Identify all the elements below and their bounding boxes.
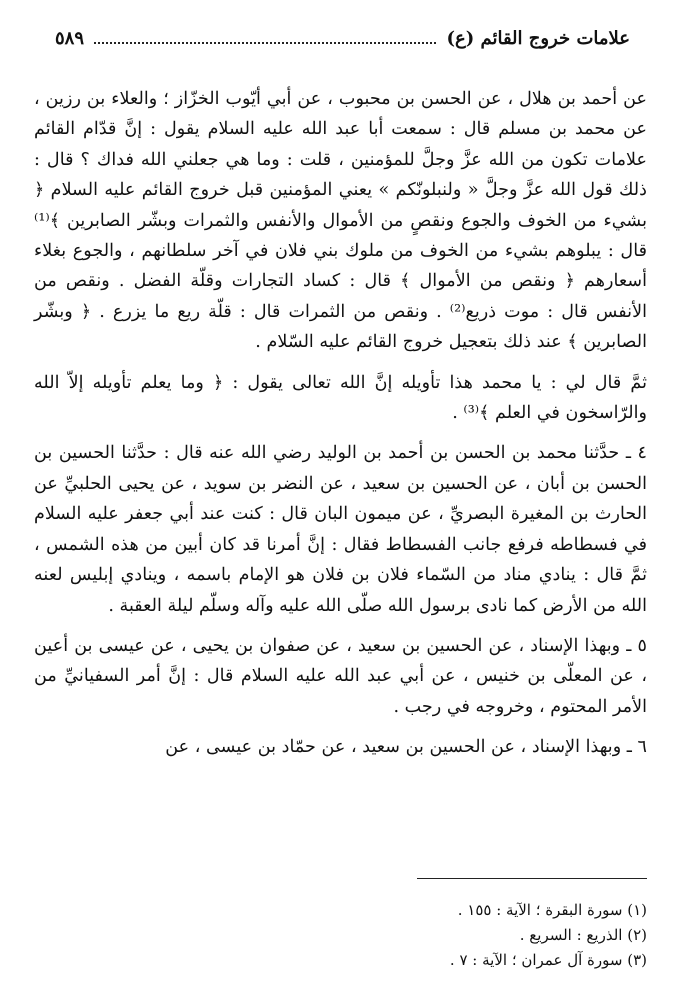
paragraph-4: ٥ ـ وبهذا الإسناد ، عن الحسين بن سعيد ، عن صفوان بن يحيى ، عن عيسى بن أعين ، عن المعلّى بن خنيس ، عن أبي عبد الله عليه السلام قال : إنَّ أمر السفيانيِّ من الأمر المحتوم ، وخروجه في رجب . bbox=[34, 635, 647, 717]
chapter-title: علامات خروج القائم (ع) bbox=[446, 28, 630, 49]
main-text bbox=[34, 84, 647, 763]
running-header bbox=[55, 28, 630, 54]
footnote-separator bbox=[417, 878, 647, 879]
footnotes bbox=[300, 898, 647, 973]
paragraph-2: ثمَّ قال لي : يا محمد هذا تأويله إنَّ الله تعالى يقول : ﴿ وما يعلم تأويله إلاّ الله والرّاسخون في العلم ﴾⁽³⁾ . bbox=[34, 372, 647, 424]
page-number: ٥٨٩ bbox=[55, 28, 85, 49]
paragraph-5: ٦ ـ وبهذا الإسناد ، عن الحسين بن سعيد ، عن حمّاد بن عيسى ، عن bbox=[165, 737, 647, 758]
dotted-leader bbox=[94, 28, 436, 44]
paragraph-3: ٤ ـ حدَّثنا محمد بن الحسن بن أحمد بن الوليد رضي الله عنه قال : حدَّثنا الحسين بن الحسن بن أبان ، عن الحسين بن سعيد ، عن النضر بن سويد ، عن يحيى الحلبيِّ عن الحارث بن المغيرة البصريِّ ، عن ميمون البان قال : كنت عند أبي جعفر عليه السلام في فسطاطه فرفع جانب الفسطاط فقال : إنَّ أمرنا قد كان أبين من هذه الشمس ، ثمَّ قال : ينادي مناد من السّماء فلان بن فلان هو الإمام باسمه ، وينادي إبليس لعنه الله من الأرض كما نادى برسول الله صلّى الله عليه وآله وسلّم ليلة العقبة . bbox=[34, 443, 647, 616]
footnote-3: (٣) سورة آل عمران ؛ الآية : ٧ . bbox=[449, 951, 647, 969]
footnote-1: (١) سورة البقرة ؛ الآية : ١٥٥ . bbox=[457, 901, 647, 919]
footnote-2: (٢) الذريع : السريع . bbox=[519, 926, 647, 944]
paragraph-1: عن أحمد بن هلال ، عن الحسن بن محبوب ، عن أبي أيّوب الخزّاز ؛ والعلاء بن رزين ، عن محمد بن مسلم قال : سمعت أبا عبد الله عليه السلام يقول : إنَّ قدّام القائم علامات تكون من الله عزَّ وجلَّ للمؤمنين ، قلت : وما هي جعلني الله فداك ؟ قال : ذلك قول الله عزَّ وجلَّ « ولنبلونّكم » يعني المؤمنين قبل خروج القائم عليه السلام ﴿ بشيء من الخوف والجوع ونقصٍ من الأموال والأنفس والثمرات وبشّر الصابرين ﴾⁽¹⁾ قال : يبلوهم بشيء من الخوف من ملوك بني فلان في آخر سلطانهم ، والجوع بغلاء أسعارهم ﴿ ونقص من الأموال ﴾ قال : كساد التجارات وقلّة الفضل . ونقص من الأنفس قال : موت ذريع⁽²⁾ . ونقص من الثمرات قال : قلّة ريع ما يزرع . ﴿ وبشّر الصابرين ﴾ عند ذلك بتعجيل خروج القائم عليه السّلام . bbox=[34, 89, 647, 353]
